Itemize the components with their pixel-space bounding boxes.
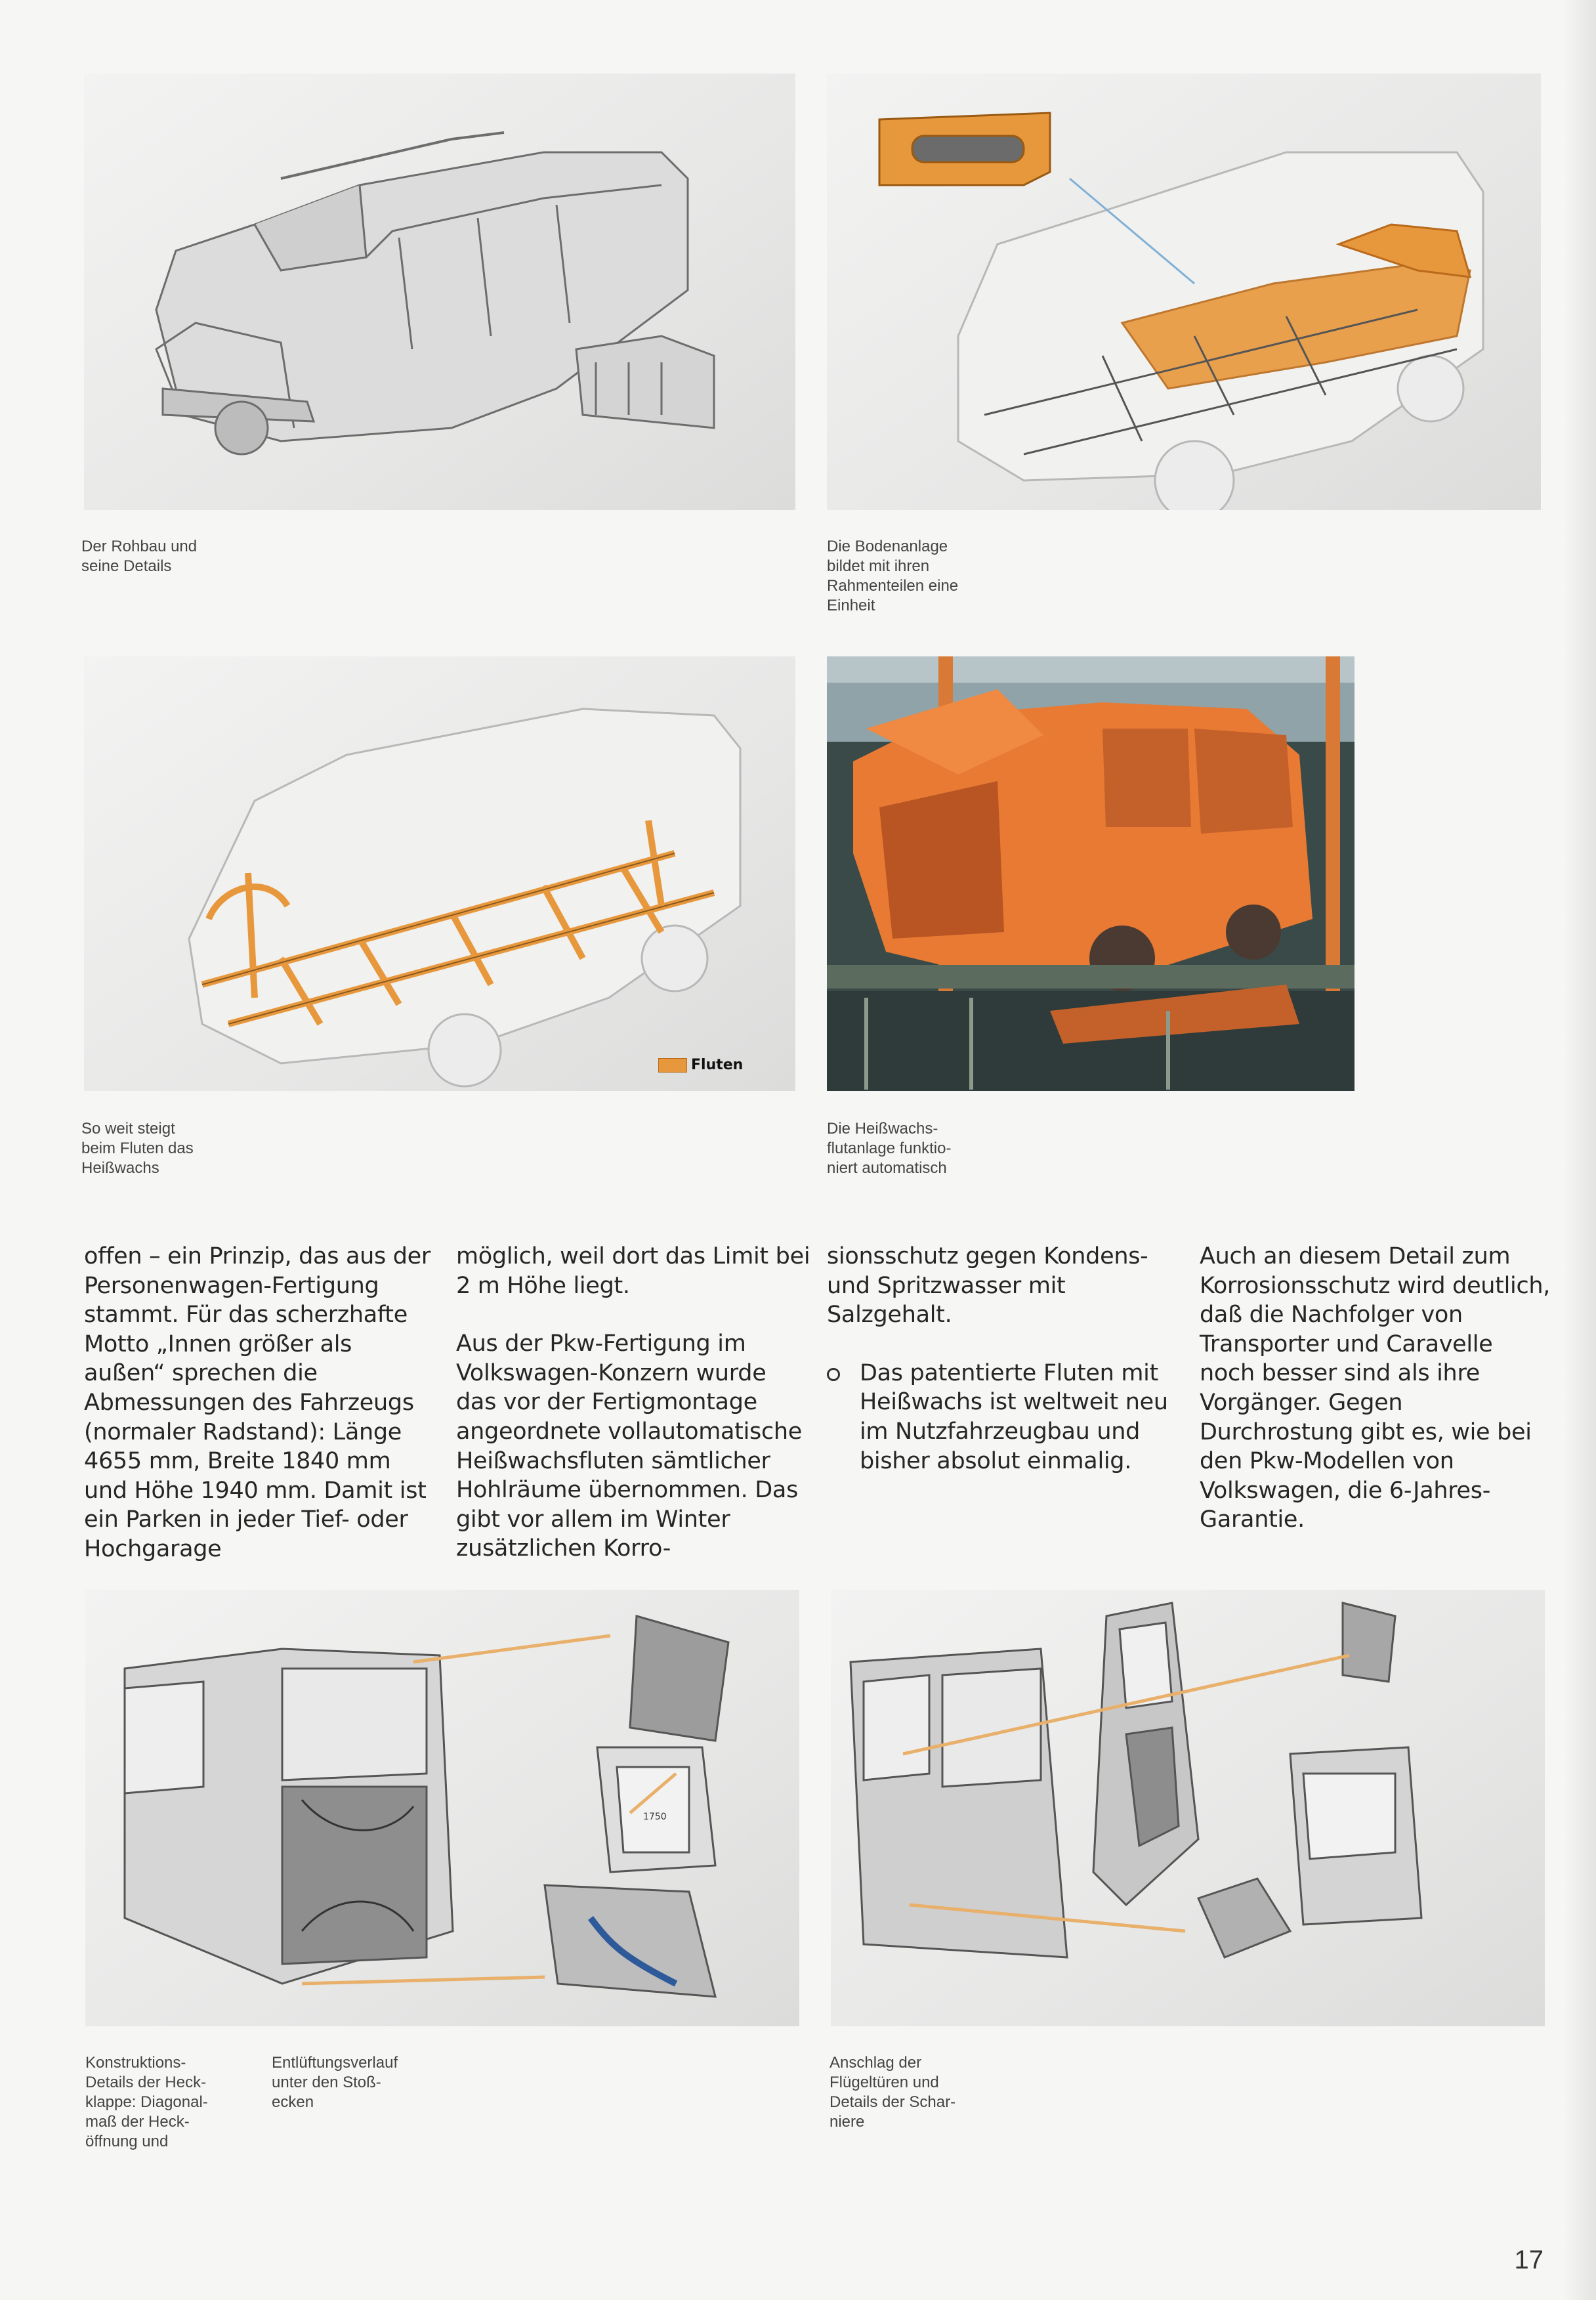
bodenanlage-caption: Die Bodenanlage bildet mit ihren Rahmenteilen eine Einheit [827, 538, 959, 614]
heisswachs-caption: Die Heißwachs- flutanlage funktio- niert automatisch [827, 1120, 952, 1177]
heckklappe-illustration [85, 1590, 799, 2026]
heckklappe-caption-left: Konstruktions- Details der Heck- klappe: Diagonal- maß der Heck- öffnung und [85, 2054, 208, 2150]
text-column-4 [1200, 1242, 1554, 1564]
fluten-drawing [84, 656, 795, 1091]
bodenanlage-illustration [827, 74, 1541, 510]
fluten-legend [658, 1057, 743, 1073]
fluegeltueren-illustration [831, 1590, 1545, 2026]
text-column-2 [456, 1242, 810, 1592]
col1-paragraph: offen – ein Prinzip, das aus der Personenwagen-Fertigung stammt. Für das scherzhafte Motto „Innen größer als außen“ sprechen die Abmessungen des Fahrzeugs (normaler Radstand): Länge 4655 mm, Breite 1840 mm und Höhe 1940 mm. Damit ist ein Parken in jeder Tief- oder Hochgarage [84, 1243, 430, 1562]
bodenanlage-drawing [827, 74, 1541, 510]
rohbau-illustration [84, 74, 795, 510]
heisswachs-photo [827, 656, 1354, 1091]
col2-paragraph-1: möglich, weil dort das Limit bei 2 m Höhe liegt. [456, 1243, 810, 1299]
col2-paragraph-2: Aus der Pkw-Fertigung im Volkswagen-Konzern wurde das vor der Fertigmontage angeordnete vollautomatische Heißwachsfluten sämtlicher Hohlräume übernommen. Das gibt vor allem im Winter zusätzlichen Korro- [456, 1331, 803, 1562]
col4-paragraph: Auch an diesem Detail zum Korrosionsschutz wird deutlich, daß die Nachfolger von Transporter und Caravelle noch besser sind als ihre Vorgänger. Gegen Durchrostung gibt es, wie bei den Pkw-Modellen von Volkswagen, die 6-Jahres-Garantie. [1200, 1243, 1551, 1533]
fluten-legend-label: Fluten [691, 1057, 744, 1073]
page-number: 17 [1514, 2246, 1544, 2274]
text-column-3 [827, 1242, 1181, 1504]
fluegeltueren-drawing [831, 1590, 1545, 2026]
fluten-illustration [84, 656, 795, 1091]
col3-bullet-text: Das patentierte Fluten mit Heißwachs ist weltweit neu im Nutzfahrzeugbau und bisher absolut einmalig. [860, 1359, 1168, 1474]
text-column-1 [84, 1242, 438, 1593]
col3-paragraph-1: sionsschutz gegen Kondens- und Spritzwasser mit Salzgehalt. [827, 1243, 1148, 1329]
heckklappe-dimension-label: 1750 [643, 1812, 667, 1822]
heckklappe-drawing [85, 1590, 799, 2026]
fluten-legend-swatch [658, 1058, 687, 1073]
bullet-circle-icon [827, 1368, 840, 1381]
rohbau-drawing [84, 74, 795, 510]
heckklappe-caption-right: Entlüftungsverlauf unter den Stoß- ecken [272, 2054, 398, 2111]
rohbau-caption: Der Rohbau und seine Details [81, 538, 198, 575]
fluten-caption: So weit steigt beim Fluten das Heißwachs [81, 1120, 194, 1177]
page-edge-shadow [1563, 0, 1596, 2300]
col3-bullet-item [827, 1359, 1181, 1476]
heisswachs-scene [827, 656, 1354, 1091]
fluegeltueren-caption: Anschlag der Flügeltüren und Details der Schar- niere [830, 2054, 956, 2131]
